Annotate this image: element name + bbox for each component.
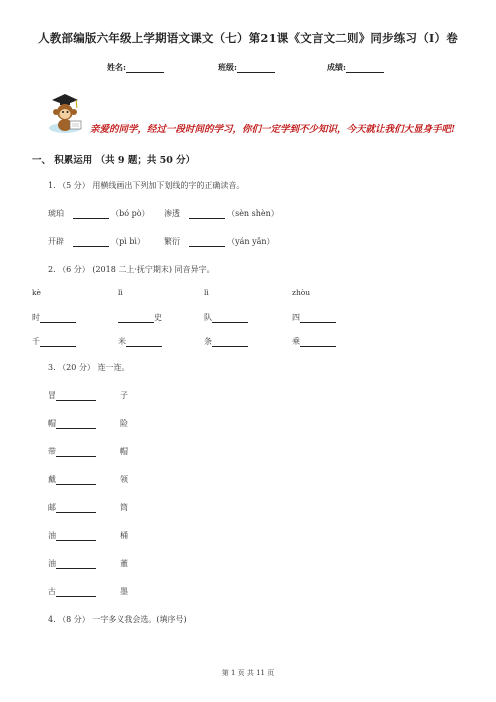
q3-left-item [48,418,96,429]
question-1-stem: 1. （5 分） 用横线画出下列加下划线的字的正确读音。 [48,181,245,190]
q3-left-item [48,502,96,513]
q2-char: 史 [154,313,162,322]
q2-row1-item-1 [32,312,76,323]
answer-blank [300,314,336,323]
q3-left-char: 油 [48,531,56,540]
name-field [107,62,164,73]
answer-blank [212,314,248,323]
answer-blank [73,238,109,247]
q3-right-item: 墨 [120,587,128,596]
q2-char: 条 [204,337,212,346]
answer-blank [40,338,76,347]
answer-blank [56,476,96,485]
monkey-mascot-icon [42,92,88,136]
answer-blank [56,448,96,457]
q3-right-item: 董 [120,559,128,568]
q1-item-4 [164,236,275,247]
answer-blank [56,392,96,401]
section-title: 一、 积累运用 （共 9 题；共 50 分） [32,155,196,166]
q2-row1-item-3 [204,312,248,323]
q2-char: 四 [292,313,300,322]
q3-left-char: 帽 [48,419,56,428]
q3-left-item [48,446,96,457]
q1-item-2 [164,208,279,219]
q1-word: 琥珀 [48,209,64,218]
q3-left-item [48,558,96,569]
answer-blank [126,338,162,347]
q1-word: 开辟 [48,237,64,246]
q3-left-char: 古 [48,587,56,596]
class-field [218,62,275,73]
answer-blank [56,532,96,541]
q1-word: 渗透 [164,209,180,218]
q2-row2-item-3 [204,336,248,347]
answer-blank [212,338,248,347]
q3-right-item: 帽 [120,447,128,456]
q1-item-1 [48,208,150,219]
q1-pinyin: （yán yǎn） [227,237,275,246]
q2-pinyin-2: lì [118,288,123,297]
q3-left-char: 油 [48,559,56,568]
question-4-stem: 4. （8 分） 一字多义我会选。(填序号) [48,615,187,624]
q3-left-item [48,530,96,541]
q3-left-item [48,474,96,485]
answer-blank [189,238,225,247]
document-title: 人教部编版六年级上学期语文课文（七）第21课《文言文二则》同步练习（I）卷 [38,31,458,45]
q3-left-char: 邮 [48,503,56,512]
q1-pinyin: （pì bì） [111,237,145,246]
q2-row1-item-2 [118,312,162,323]
q3-left-item [48,586,96,597]
q3-right-item: 领 [120,475,128,484]
question-3-stem: 3. （20 分） 连一连。 [48,363,130,372]
q1-item-3 [48,236,145,247]
answer-blank [40,314,76,323]
q2-pinyin-3: lì [204,288,209,297]
q2-char: 队 [204,313,212,322]
name-label: 姓名: [107,62,126,72]
q3-right-item: 子 [120,391,128,400]
q1-word: 繁衍 [164,237,180,246]
q3-left-char: 带 [48,447,56,456]
q3-right-item: 险 [120,419,128,428]
class-label: 班级: [218,62,237,72]
q2-row2-item-1 [32,336,76,347]
answer-blank [300,338,336,347]
q3-left-char: 冒 [48,391,56,400]
q2-row2-item-4 [292,336,336,347]
name-blank [126,64,164,73]
q3-left-item [48,390,96,401]
q2-pinyin-1: kè [32,288,41,297]
q1-pinyin: （sèn shèn） [227,209,279,218]
q3-left-char: 戴 [48,475,56,484]
q2-char: 乘 [292,337,300,346]
encouragement-text: 亲爱的同学，经过一段时间的学习，你们一定学到不少知识，今天就让我们大显身手吧! [90,124,456,135]
answer-blank [56,420,96,429]
answer-blank [118,314,154,323]
q2-row2-item-2 [118,336,162,347]
score-blank [346,64,384,73]
answer-blank [56,588,96,597]
class-blank [237,64,275,73]
q2-char: 时 [32,313,40,322]
score-field [327,62,384,73]
q2-char: 千 [32,337,40,346]
q3-right-item: 筒 [120,503,128,512]
answer-blank [73,210,109,219]
question-2-stem: 2. （6 分） (2018 二上·抚宁期末) 同音异字。 [48,265,215,274]
answer-blank [189,210,225,219]
q2-char: 米 [118,337,126,346]
q2-row1-item-4 [292,312,336,323]
page-footer: 第 1 页 共 11 页 [221,669,275,677]
answer-blank [56,560,96,569]
q3-right-item: 桶 [120,531,128,540]
answer-blank [56,504,96,513]
q1-pinyin: （bó pò） [111,209,150,218]
q2-pinyin-4: zhòu [292,288,311,297]
score-label: 成绩: [327,62,346,72]
